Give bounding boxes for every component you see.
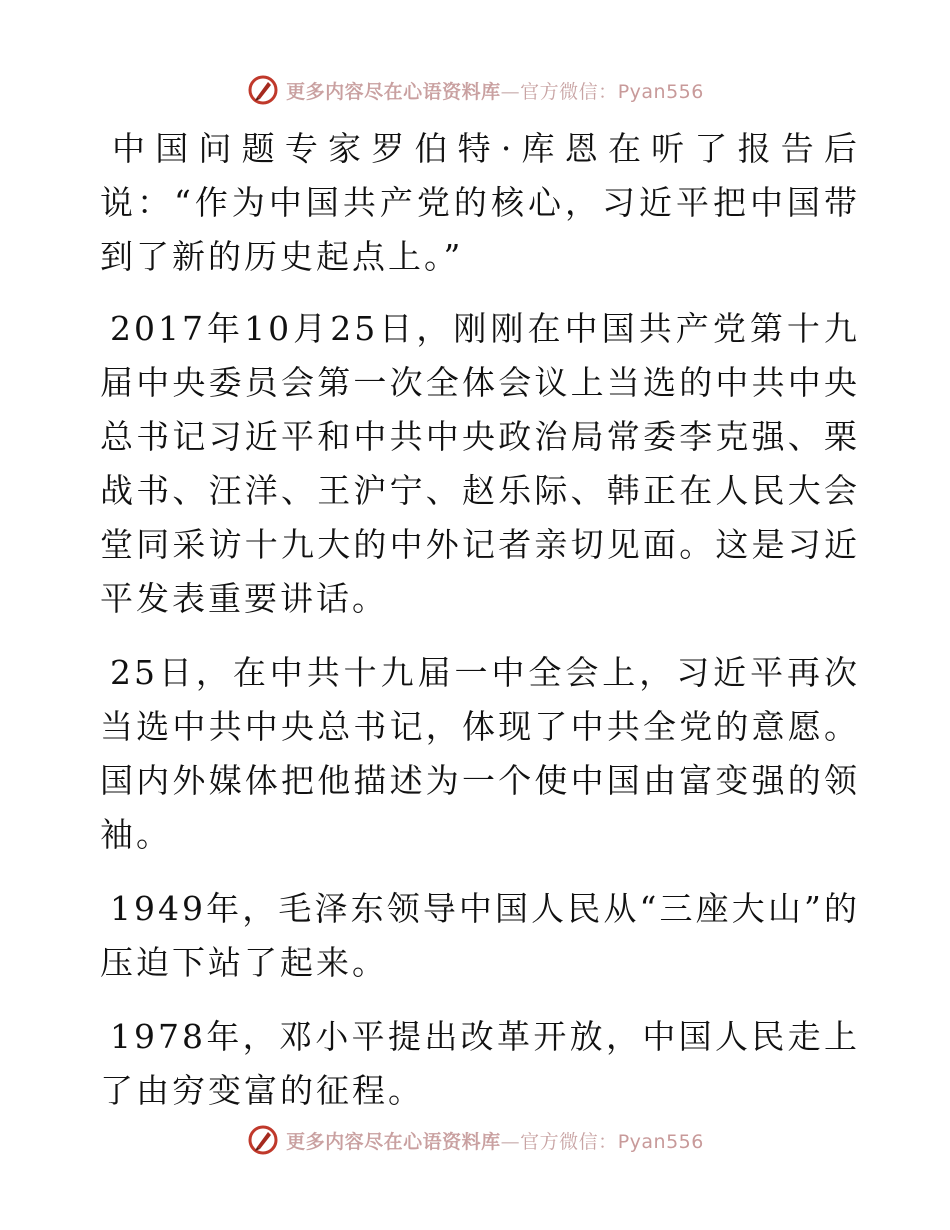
watermark-wechat-id: Pyan556	[617, 1130, 704, 1153]
watermark-header-text	[286, 77, 704, 104]
watermark-header	[0, 70, 950, 110]
pen-logo-icon	[246, 1123, 280, 1157]
watermark-footer-text	[286, 1127, 704, 1154]
paragraph-5: 1978年，邓小平提出改革开放，中国人民走上了由穷变富的征程。	[100, 1017, 860, 1110]
pen-logo-icon	[246, 73, 280, 107]
watermark-header-inner	[246, 73, 704, 107]
watermark-brand: 更多内容尽在心语资料库	[286, 80, 501, 103]
paragraph-3: 25日，在中共十九届一中全会上，习近平再次当选中共中央总书记，体现了中共全党的意愿。国内外媒体把他描述为一个使中国由富变强的领袖。	[100, 653, 860, 854]
watermark-wechat-id: Pyan556	[617, 80, 704, 103]
watermark-label: 官方微信：	[520, 80, 618, 103]
paragraph-2: 2017年10月25日，刚刚在中国共产党第十九届中央委员会第一次全体会议上当选的中共中央总书记习近平和中共中央政治局常委李克强、栗战书、汪洋、王沪宁、赵乐际、韩正在人民大会堂同采访十九大的中外记者亲切见面。这是习近平发表重要讲话。	[100, 309, 860, 618]
watermark-label: 官方微信：	[520, 1130, 618, 1153]
watermark-footer-inner	[246, 1123, 704, 1157]
watermark-footer	[0, 1120, 950, 1160]
watermark-brand: 更多内容尽在心语资料库	[286, 1130, 501, 1153]
document-body	[100, 122, 860, 1138]
paragraph-4: 1949年，毛泽东领导中国人民从“三座大山”的压迫下站了起来。	[100, 889, 860, 982]
watermark-dash: —	[500, 1130, 521, 1153]
watermark-dash: —	[500, 80, 521, 103]
paragraph-1: 中国问题专家罗伯特·库恩在听了报告后说：“作为中国共产党的核心，习近平把中国带到了新的历史起点上。”	[100, 129, 860, 276]
